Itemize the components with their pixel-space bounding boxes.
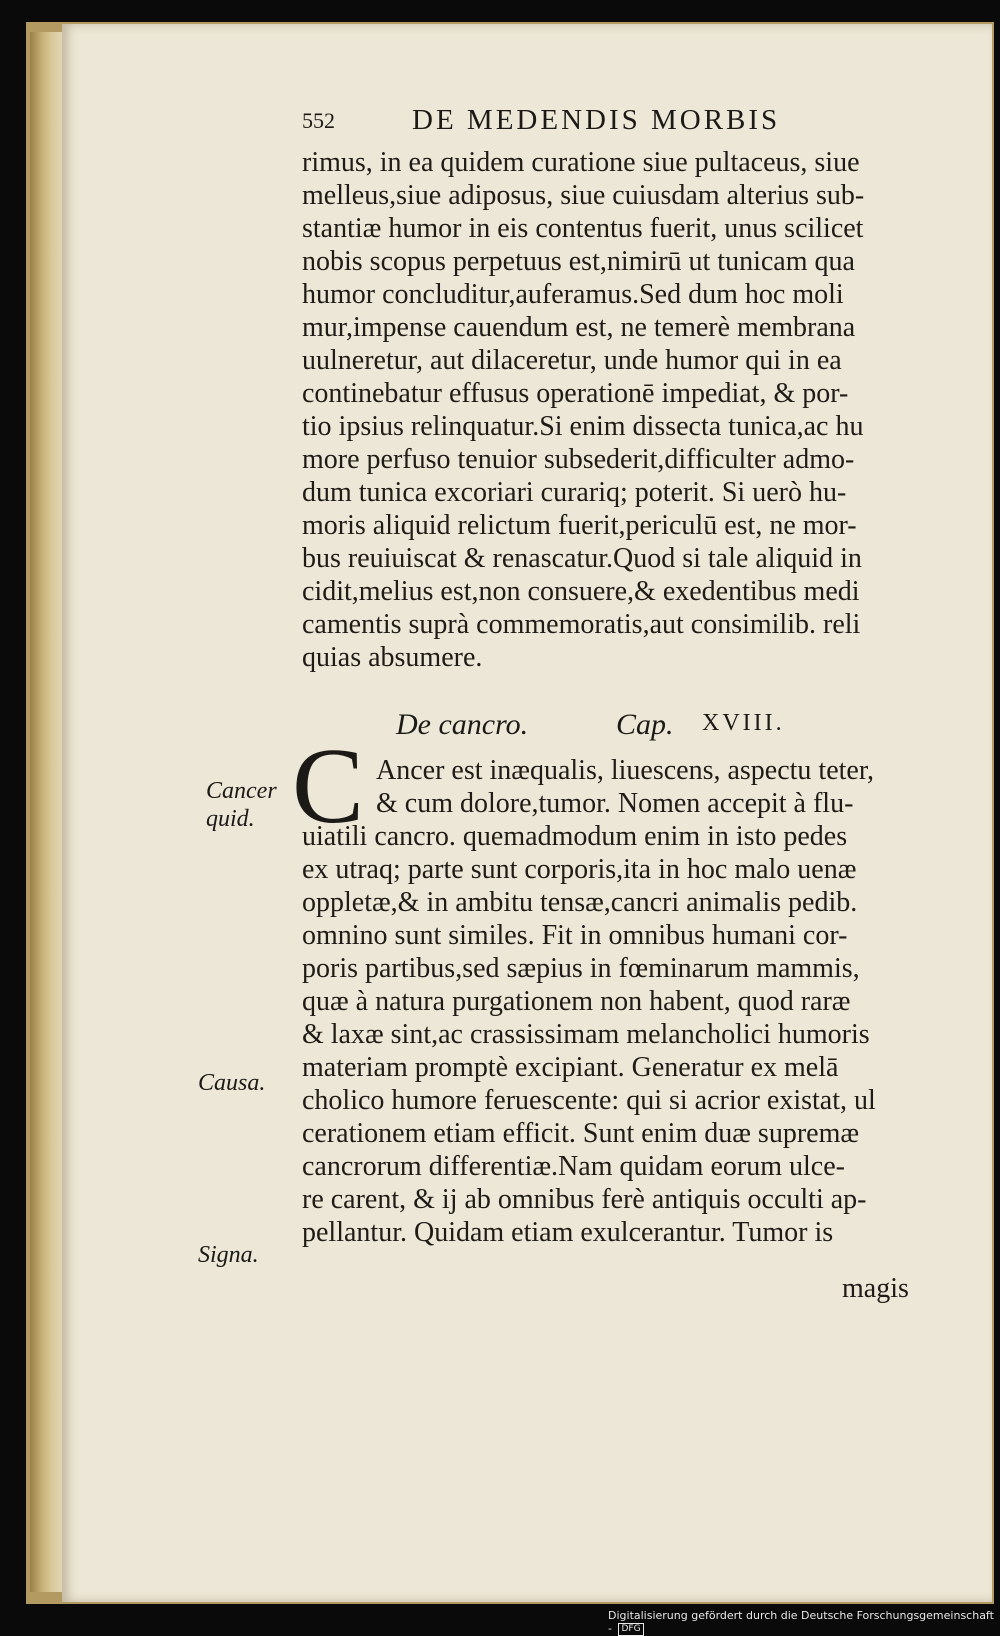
- book-edge: [30, 32, 66, 1592]
- chapter-cap-label: Cap.: [616, 708, 674, 741]
- text-line: nobis scopus perpetuus est,nimirū ut tunicam qua: [302, 246, 855, 277]
- page-number: 552: [302, 108, 335, 133]
- marginal-note-signa: Signa.: [198, 1242, 259, 1268]
- marginal-note-cancer-quid: [206, 777, 277, 833]
- paragraph-1: [302, 146, 947, 674]
- text-line: tio ipsius relinquatur.Si enim dissecta tunica,ac hu: [302, 411, 864, 442]
- marginal-line: Cancer: [206, 778, 277, 804]
- text-line: & laxæ sint,ac crassissimam melancholici humoris: [302, 1019, 870, 1050]
- chapter-number: XVIII.: [702, 710, 785, 736]
- chapter-heading: [396, 708, 816, 748]
- text-line: omnino sunt similes. Fit in omnibus humani cor-: [302, 920, 848, 951]
- footer-text: Digitalisierung gefördert durch die Deutsche Forschungsgemeinschaft -: [608, 1609, 994, 1635]
- paragraph-2: [302, 820, 947, 1249]
- text-line: humor concluditur,auferamus.Sed dum hoc moli: [302, 279, 844, 310]
- marginal-line: quid.: [206, 806, 255, 832]
- page-header: [302, 104, 850, 142]
- drop-cap: C: [292, 727, 365, 846]
- text-line: uulneretur, aut dilaceretur, unde humor qui in ea: [302, 345, 842, 376]
- text-line: pellantur. Quidam etiam exulcerantur. Tumor is: [302, 1217, 834, 1248]
- text-line: melleus,siue adiposus, siue cuiusdam alterius sub-: [302, 180, 865, 211]
- text-line: oppletæ,& in ambitu tensæ,cancri animalis pedib.: [302, 887, 858, 918]
- text-line: Ancer est inæqualis, liuescens, aspectu teter,: [376, 755, 875, 786]
- text-line: quias absumere.: [302, 642, 483, 673]
- text-line: ex utraq; parte sunt corporis,ita in hoc malo uenæ: [302, 854, 857, 885]
- catchword: magis: [842, 1273, 909, 1304]
- text-line: continebatur effusus operationē impediat, & por-: [302, 378, 849, 409]
- paragraph-2-lead: [376, 754, 947, 820]
- text-line: moris aliquid relictum fuerit,periculū est, ne mor-: [302, 510, 857, 541]
- text-line: cerationem etiam efficit. Sunt enim duæ supremæ: [302, 1118, 860, 1149]
- text-line: stantiæ humor in eis contentus fuerit, unus scilicet: [302, 213, 864, 244]
- text-line: poris partibus,sed sæpius in fœminarum mammis,: [302, 953, 860, 984]
- text-line: mur,impense cauendum est, ne temerè membrana: [302, 312, 856, 343]
- footer-credit: [608, 1609, 1000, 1636]
- text-line: materiam promptè excipiant. Generatur ex melā: [302, 1052, 839, 1083]
- text-line: cidit,melius est,non consuere,& exedentibus medi: [302, 576, 860, 607]
- text-line: camentis suprà commemoratis,aut consimilib. reli: [302, 609, 861, 640]
- text-line: dum tunica excoriari curariq; poterit. Si uerò hu-: [302, 477, 847, 508]
- text-line: bus reuiuiscat & renascatur.Quod si tale aliquid in: [302, 543, 862, 574]
- marginal-note-causa: Causa.: [198, 1070, 266, 1096]
- text-line: rimus, in ea quidem curatione siue pultaceus, siue: [302, 147, 860, 178]
- text-line: quæ à natura purgationem non habent, quod raræ: [302, 986, 851, 1017]
- dfg-logo: DFG: [618, 1623, 643, 1636]
- running-title: DE MEDENDIS MORBIS: [412, 104, 781, 136]
- text-line: more perfuso tenuior subsederit,difficulter admo-: [302, 444, 855, 475]
- text-line: uiatili cancro. quemadmodum enim in isto pedes: [302, 821, 848, 852]
- text-line: cancrorum differentiæ.Nam quidam eorum ulce-: [302, 1151, 845, 1182]
- text-line: cholico humore feruescente: qui si acrior existat, ul: [302, 1085, 876, 1116]
- text-line: re carent, & ij ab omnibus ferè antiquis occulti ap-: [302, 1184, 867, 1215]
- text-line: & cum dolore,tumor. Nomen accepit à flu-: [376, 788, 854, 819]
- chapter-title: De cancro.: [396, 708, 529, 741]
